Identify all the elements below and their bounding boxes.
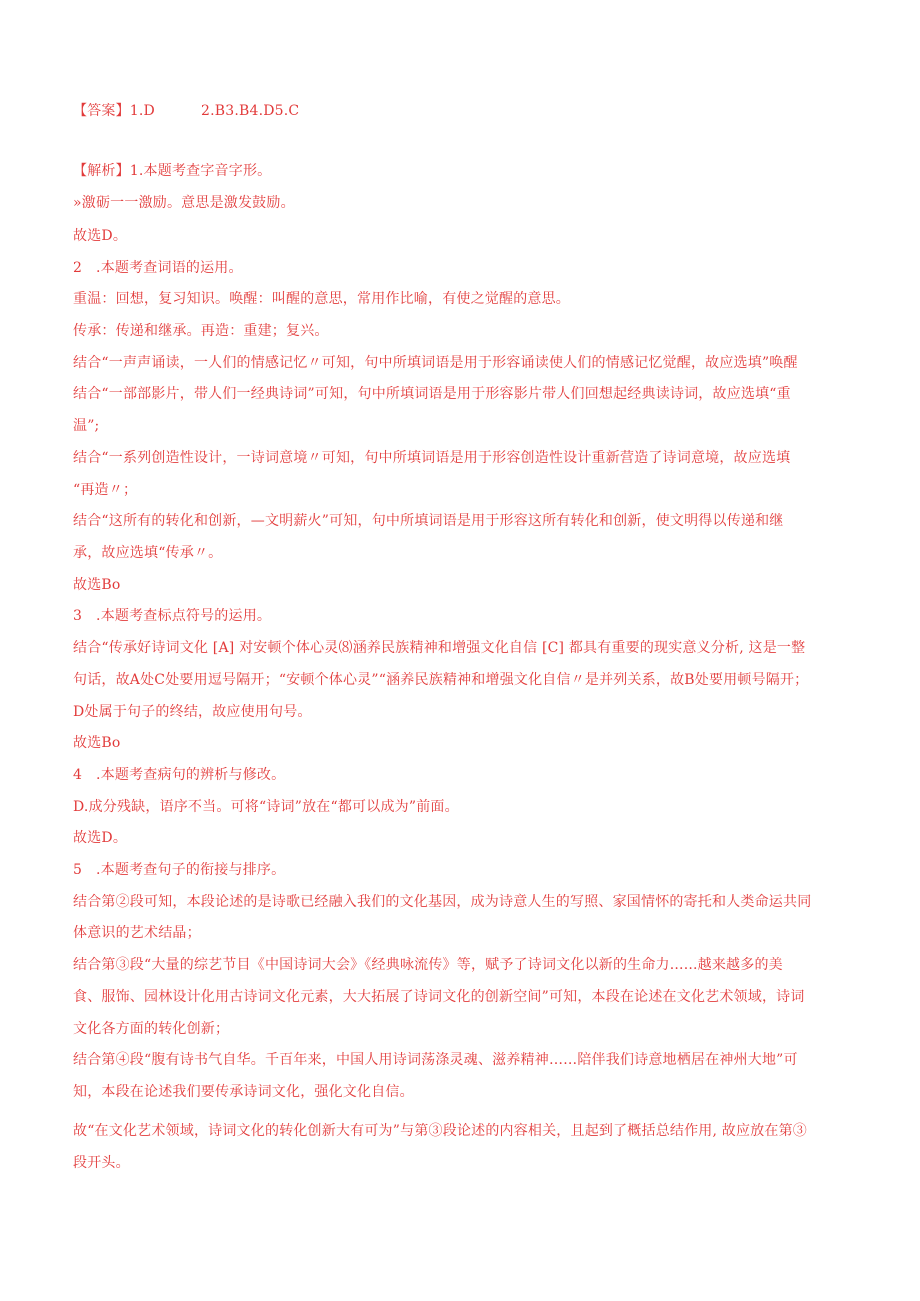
q3-conclusion: 故选Bo — [73, 735, 121, 751]
answer-rest: 2.B3.B4.D5.C — [200, 103, 300, 119]
q5-analysis-line: 知，本段在论述我们要传承诗词文化，强化文化自信。 — [73, 1084, 414, 1100]
q2-conclusion: 故选Bo — [73, 577, 121, 593]
q5-analysis-line: 结合第②段可知，本段论述的是诗歌已经融入我们的文化基因，成为诗意人生的写照、家国情怀的寄托和人类命运共同 — [73, 894, 812, 910]
q4-heading: 4 .本题考查病句的辨析与修改。 — [73, 767, 286, 783]
q2-analysis-line: 结合“一部部影片，带人们一经典诗词”可知，句中所填词语是用于形容影片带人们回想起经典读诗词，故应选填“重 — [73, 386, 791, 402]
q1-explanation: »激砺一一激励。意思是激发鼓励。 — [73, 195, 295, 211]
q4-analysis-line: D.成分残缺，语序不当。可将“诗词”放在“都可以成为”前面。 — [73, 799, 459, 815]
q1-conclusion: 故选D。 — [73, 228, 128, 244]
q2-analysis-line: 结合“一声声诵读，一人们的情感记忆〃可知，句中所填词语是用于形容诵读使人们的情感记忆觉醒，故应选填”唤醒 — [73, 355, 798, 371]
q5-conclusion-line: 段开头。 — [73, 1155, 130, 1171]
q5-analysis-line: 文化各方面的转化创新； — [73, 1021, 230, 1037]
q3-analysis-line: 句话，故A处C处要用逗号隔开；“安顿个体心灵”“涵养民族精神和增强文化自信〃是并列关系，故B处要用顿号隔开； — [73, 672, 809, 688]
answer-line — [73, 102, 863, 120]
q5-conclusion-line: 故“在文化艺术领域，诗词文化的转化创新大有可为”与第③段论述的内容相关，且起到了概括总结作用, 故应放在第③ — [73, 1123, 808, 1139]
q2-analysis-line: 温”; — [73, 418, 100, 434]
q5-analysis-line: 结合第③段“大量的综艺节目《中国诗词大会》《经典咏流传》等，赋予了诗词文化以新的生命力......越来越多的美 — [73, 957, 783, 973]
q5-heading: 5 .本题考查句子的衔接与排序。 — [73, 862, 286, 878]
q2-definition-line: 传承：传递和继承。再造：重建；复兴。 — [73, 323, 329, 339]
q5-analysis-line: 体意识的艺术结晶； — [73, 925, 201, 941]
q2-analysis-line: 承，故应选填“传承〃。 — [73, 545, 223, 561]
q5-analysis-line: 食、服饰、园林设计化用古诗词文化元素，大大拓展了诗词文化的创新空间”可知，本段在论述在文化艺术领域，诗词 — [73, 989, 805, 1005]
q3-analysis-line: D处属于句子的终结，故应使用句号。 — [73, 704, 312, 720]
q4-conclusion: 故选D。 — [73, 830, 128, 846]
q3-analysis-line: 结合“传承好诗词文化 [A] 对安顿个体心灵⑻涵养民族精神和增强文化自信 [C] 都具有重要的现实意义分析, 这是一整 — [73, 640, 806, 656]
q2-definition-line: 重温：回想，复习知识。唤醒：叫醒的意思，常用作比喻，有使之觉醒的意思。 — [73, 291, 570, 307]
analysis-heading: 【解析】1.本题考查字音字形。 — [73, 163, 272, 179]
q2-analysis-line: 结合“一系列创造性设计，一诗词意境〃可知，句中所填词语是用于形容创造性设计重新营造了诗词意境，故应选填 — [73, 450, 791, 466]
answer-label: 【答案】1.D — [73, 103, 155, 119]
q2-heading: 2 .本题考查词语的运用。 — [73, 260, 243, 276]
q5-analysis-line: 结合第④段“腹有诗书气自华。千百年来，中国人用诗词荡涤灵魂、滋养精神……陪伴我们诗意地栖居在神州大地”可 — [73, 1052, 798, 1068]
q2-analysis-line: “再造〃； — [73, 482, 138, 498]
q2-analysis-line: 结合“这所有的转化和创新，—文明薪火”可知，句中所填词语是用于形容这所有转化和创新，使文明得以传递和继 — [73, 513, 784, 529]
q3-heading: 3 .本题考查标点符号的运用。 — [73, 608, 272, 624]
